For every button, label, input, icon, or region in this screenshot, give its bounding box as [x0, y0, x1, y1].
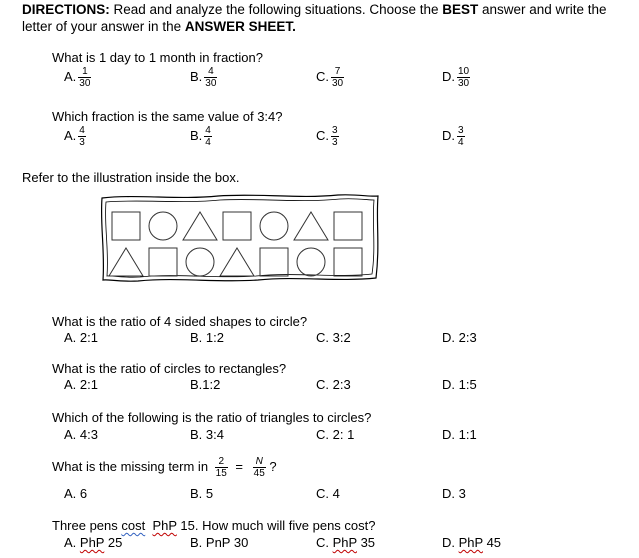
q3-option-a: A. 2:1 — [64, 330, 98, 345]
best-emphasis: BEST — [442, 2, 479, 17]
q7-option-a: A. PhP 25 — [64, 535, 123, 550]
shape-row2-3-circle — [186, 248, 214, 276]
shape-row1-4-square — [223, 212, 251, 240]
wavy-box-border — [102, 195, 378, 281]
q2-question: Which fraction is the same value of 3:4? — [52, 109, 283, 124]
directions: DIRECTIONS: Read and analyze the following situations. Choose the BEST answer and write the letter of your answer in the ANSWER SHEET. — [22, 2, 607, 34]
shape-row2-4-triangle — [220, 248, 254, 276]
shape-row1-1-square — [112, 212, 140, 240]
shape-row1-7-square — [334, 212, 362, 240]
q1-question: What is 1 day to 1 month in fraction? — [52, 50, 263, 65]
q3-question: What is the ratio of 4 sided shapes to circle? — [52, 314, 308, 329]
shape-row2-6-circle — [297, 248, 325, 276]
q4-question: What is the ratio of circles to rectangles? — [52, 361, 287, 376]
q1-option-b: B. $\frac{4}{30}$ — [190, 66, 217, 89]
q1-option-a: A. $\frac{1}{30}$ — [64, 66, 91, 89]
q6-option-c: C. 4 — [316, 486, 340, 501]
shape-row2-5-square — [260, 248, 288, 276]
shape-row2-7-square — [334, 248, 362, 276]
q4-option-b: B.1:2 — [190, 377, 221, 392]
q4-option-d: D. 1:5 — [442, 377, 477, 392]
q3-option-d: D. 2:3 — [442, 330, 477, 345]
q6-option-a: A. 6 — [64, 486, 88, 501]
q6-question: What is the missing term in $\frac{2}{15}$ = $\frac{N}{45}$ ? — [52, 456, 277, 479]
q2-option-a: A. $\frac{4}{3}$ — [64, 125, 85, 148]
q3-option-c: C. 3:2 — [316, 330, 351, 345]
q5-question: Which of the following is the ratio of triangles to circles? — [52, 410, 372, 425]
shape-row2-1-triangle — [109, 248, 143, 276]
shape-row1-6-triangle — [294, 212, 328, 240]
shape-row2-2-square — [149, 248, 177, 276]
q1-option-c: C. $\frac{7}{30}$ — [316, 66, 344, 89]
q7-option-d: D. PhP 45 — [442, 535, 502, 550]
q2-option-c: C. $\frac{3}{3}$ — [316, 125, 338, 148]
answer-sheet-emphasis: ANSWER SHEET. — [184, 19, 296, 34]
q5-option-c: C. 2: 1 — [316, 427, 355, 442]
shapes-illustration — [98, 190, 382, 286]
q3-option-b: B. 1:2 — [190, 330, 224, 345]
q7-question: Three pens cost PhP 15. How much will five pens cost? — [52, 518, 376, 533]
shape-row1-5-circle — [260, 212, 288, 240]
refer-instruction: Refer to the illustration inside the box. — [22, 170, 240, 185]
q2-option-d: D. $\frac{3}{4}$ — [442, 125, 464, 148]
q1-option-d: D. $\frac{10}{30}$ — [442, 66, 470, 89]
shape-row1-3-triangle — [183, 212, 217, 240]
q6-option-b: B. 5 — [190, 486, 214, 501]
shape-row1-2-circle — [149, 212, 177, 240]
q4-option-c: C. 2:3 — [316, 377, 351, 392]
q7-option-c: C. PhP 35 — [316, 535, 376, 550]
q6-option-d: D. 3 — [442, 486, 466, 501]
q4-option-a: A. 2:1 — [64, 377, 98, 392]
q5-option-a: A. 4:3 — [64, 427, 98, 442]
q7-option-b: B. PnP 30 — [190, 535, 249, 550]
q5-option-b: B. 3:4 — [190, 427, 224, 442]
directions-label: DIRECTIONS: — [22, 2, 110, 17]
q2-option-b: B. $\frac{4}{4}$ — [190, 125, 211, 148]
q5-option-d: D. 1:1 — [442, 427, 477, 442]
